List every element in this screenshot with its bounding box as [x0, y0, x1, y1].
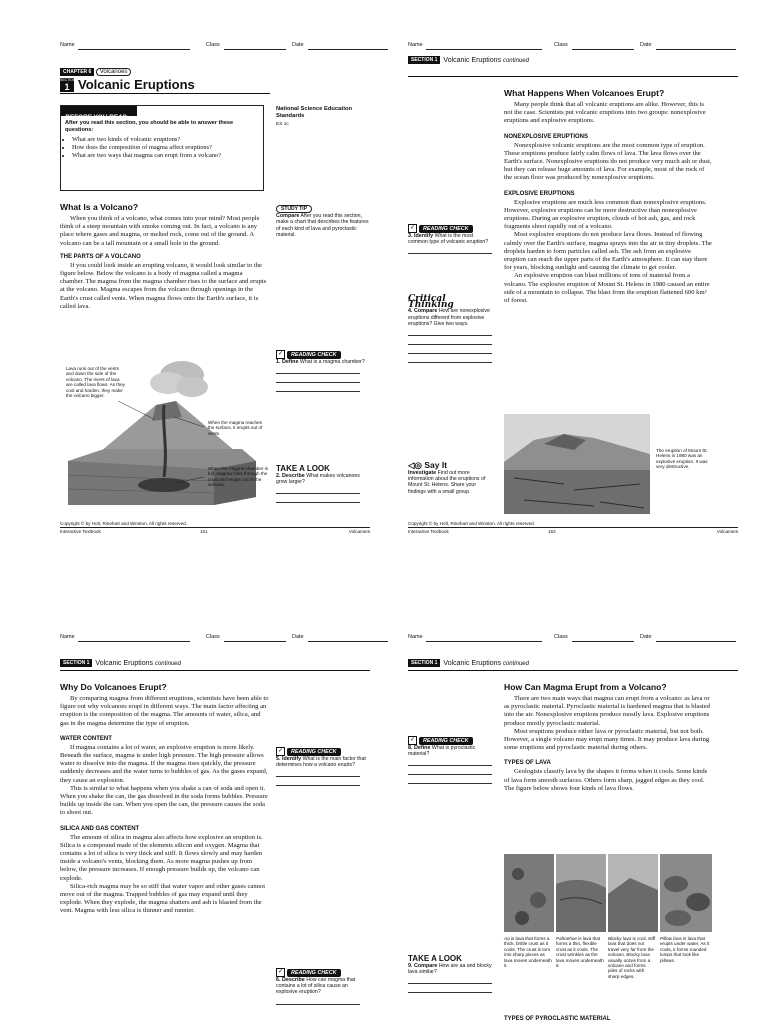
checkmark-icon: ✓ — [409, 225, 416, 231]
paragraph: Nonexplosive volcanic eruptions are the most common type of eruption. These eruptions produce fairly calm flows of lava. The lava flows over the Earth's surface. Nonexplosive eruptions do not produce very much ash or dust, but they can release huge amounts of lava. For example, most of the rock of the ocean floor was produced by nonexplosive eruptions. — [504, 141, 712, 182]
lava-description: is cool, stiff lava that does not travel very far from the volcano. Blocky lava usually oozes from a volcano and forms piles of rocks with sharp edges. — [608, 936, 656, 979]
question-number: 1. Define — [276, 359, 299, 366]
question-number: 5. Identify — [276, 756, 302, 763]
name-line — [78, 641, 190, 642]
question-item: • What are two ways that magma can erupt from a volcano? — [72, 152, 258, 160]
paragraph: Silica-rich magma may be so stiff that water vapor and other gases cannot move out of the magma. Trapped bubbles of gas may expand until they explode. When they explode, the magma shatters and ash is blasted from the vent. Magma with less silica is thinner and runnier. — [60, 882, 266, 915]
take-a-look-9 — [408, 954, 494, 993]
paragraph: There are two main ways that magma can erupt from a volcano: as lava or as pyroclastic material. Pyroclastic material is hardened magma that is blasted into the air. Nonexplosive eruptions produce mostly lava. Explosive eruptions produce mostly pyroclastic material. — [504, 695, 710, 727]
section-tag: SECTION — [60, 78, 76, 82]
page-header — [398, 40, 748, 54]
subheading: TYPES OF LAVA — [504, 760, 551, 767]
lava-name: Blocky lava — [608, 936, 632, 941]
checkmark-icon: ✓ — [277, 969, 284, 975]
standards-code: ES 1c — [276, 122, 289, 127]
section-bar — [408, 659, 529, 669]
reading-check-label: READING CHECK — [287, 748, 341, 756]
subheading: EXPLOSIVE ERUPTIONS — [504, 190, 575, 197]
photo-caption: The eruption of Mount St. Helens in 1980 was an explosive eruption. It was very destructive. — [656, 448, 708, 470]
megaphone-icon: ◁◎ — [408, 460, 422, 470]
paragraph: If magma contains a lot of water, an explosive eruption is more likely. Beneath the surface, magma is under high pressure. The high pressure allows water to dissolve into the magma. If the magma rises quickly, the pressure suddenly decreases and the water turns to bubbles of gas. As the gases expand, they cause an explosion. — [60, 743, 268, 784]
class-line — [572, 49, 634, 50]
class-line — [224, 641, 286, 642]
date-label: Date — [640, 634, 652, 640]
page-number: 151 — [200, 529, 208, 534]
date-label: Date — [292, 634, 304, 640]
answer-line[interactable] — [408, 992, 492, 993]
question-text: How are aa and blocky lava similar? — [408, 963, 492, 976]
date-label: Date — [640, 42, 652, 48]
footer-bar — [60, 527, 370, 534]
answer-line[interactable] — [276, 391, 360, 392]
question-number: 9. Compare — [408, 963, 438, 969]
before-you-read-label: BEFORE YOU READ — [65, 114, 128, 121]
section-number: 1 — [64, 82, 70, 92]
take-a-look-label: TAKE A LOOK — [276, 464, 330, 473]
page-header — [40, 40, 390, 54]
reading-check-5 — [276, 747, 370, 786]
reading-check-label: READING CHECK — [287, 969, 341, 977]
section-heading: How Can Magma Erupt from a Volcano? — [504, 682, 667, 692]
question-text: What is the most common type of volcanic eruption? — [408, 233, 489, 246]
answer-line[interactable] — [276, 493, 360, 494]
section-rule — [408, 76, 738, 77]
reading-check-1 — [276, 350, 372, 392]
lava-description: is lava that forms a thin, flexible crust as it cools. The crust wrinkles as the lava moves underneath it. — [556, 936, 604, 969]
page-151 — [40, 40, 390, 540]
section-bar — [60, 659, 181, 669]
critical-thinking — [408, 296, 494, 363]
footer-bar — [408, 527, 738, 534]
paragraph: When you think of a volcano, what comes into your mind? Most people think of a steep mountain with smoke coming out. In fact, a volcano is any place where gases and magma, or melted rock, come out of the ground. A volcano can be a tall mountain or a small hole in the ground. — [60, 215, 260, 247]
question-text: How can magma that contains a lot of silica cause an explosive eruption? — [276, 977, 356, 996]
question-text: What is a magma chamber? — [299, 359, 365, 366]
subheading: TYPES OF PYROCLASTIC MATERIAL — [504, 1016, 611, 1022]
section-title: Volcanic Eruptions — [443, 659, 501, 667]
copyright: Copyright © by Holt, Rinehart and Winston. All rights reserved. — [60, 521, 187, 526]
question-number: 8. Define — [408, 745, 431, 752]
answer-line[interactable] — [408, 774, 492, 775]
paragraph: Explosive eruptions are much less common than nonexplosive eruptions. However, explosive eruptions can be more destructive than nonexplosive eruptions. During an explosive eruption, clouds of hot ash, gas, and rock fragments shoot rapidly out of a volcano. — [504, 198, 707, 231]
section-heading: What Happens When Volcanoes Erupt? — [504, 88, 665, 98]
lava-photos-illustration — [504, 854, 712, 932]
figure-caption: Lava runs out of the vents and down the side of the volcano. The rivers of lava are called lava flows. As they cool and harden, they make the volcano bigger. — [66, 366, 125, 399]
question-number: 3. Identify — [408, 233, 434, 240]
footer-left: Interactive Textbook — [408, 529, 449, 534]
paragraph: Geologists classify lava by the shapes it forms when it cools. Some kinds of lava form smooth surfaces. Others form sharp, jagged edges as they cool. The figure below shows four kinds of lava flows. — [504, 768, 708, 792]
subheading: SILICA AND GAS CONTENT — [60, 825, 140, 832]
lava-name: Aa — [504, 936, 510, 941]
continued-label: continued — [502, 660, 529, 667]
section-title: Volcanic Eruptions — [443, 56, 501, 64]
before-you-read-intro: After you read this section, you should be able to answer these questions: — [65, 120, 234, 133]
reading-check-label: READING CHECK — [419, 225, 473, 233]
answer-line[interactable] — [276, 776, 360, 777]
answer-line[interactable] — [276, 785, 360, 786]
before-you-read-header — [61, 106, 137, 121]
main-column — [504, 88, 712, 305]
lava-description: is lava that forms a thick, brittle crust as it cools. The crust is torn into sharp pieces as lava moves underneath it. — [504, 936, 552, 969]
name-label: Name — [60, 42, 75, 48]
lava-caption-blocky — [608, 936, 656, 979]
name-line — [426, 641, 542, 642]
footer-right: Volcanoes — [716, 529, 738, 534]
name-label: Name — [408, 634, 423, 640]
page-header — [398, 632, 748, 646]
before-you-read-questions — [61, 136, 258, 160]
question-number: 2. Describe — [276, 473, 305, 479]
reading-check-label: READING CHECK — [287, 351, 341, 359]
page-154 — [398, 632, 748, 1024]
section-number-box — [60, 78, 74, 92]
section-rule — [60, 670, 370, 671]
critical-thinking-label: Critical Thinking — [408, 294, 454, 311]
answer-line[interactable] — [276, 502, 360, 503]
study-tip-label: STUDY TIP — [276, 205, 312, 213]
paragraph: Many people think that all volcanic eruptions are alike. However, this is not the case. Scientists put volcanic eruptions into two groups: nonexplosive eruptions and explosive eruptions. — [504, 101, 706, 125]
before-you-read-box — [60, 105, 264, 191]
lava-caption-pahoehoe — [556, 936, 604, 968]
standards-title: National Science Education Standards — [276, 106, 353, 119]
class-line — [224, 49, 286, 50]
lava-types-photos — [504, 854, 712, 932]
take-a-look-1 — [276, 464, 372, 503]
reading-check-label: READING CHECK — [419, 737, 473, 745]
reading-check-3 — [408, 224, 494, 254]
subheading: NONEXPLOSIVE ERUPTIONS — [504, 133, 589, 140]
name-line — [78, 49, 190, 50]
page-title: Volcanic Eruptions — [78, 77, 195, 92]
question-item: • How does the composition of magma affect eruptions? — [72, 144, 258, 152]
study-tip-text: After you read this section, make a chart that describes the features of each kind of lava and pyroclastic material. — [276, 213, 369, 238]
question-item: • What are two kinds of volcanic eruptions? — [72, 136, 258, 144]
date-line — [656, 49, 736, 50]
continued-label: continued — [502, 57, 529, 64]
lava-name: Pahoehoe — [556, 936, 577, 941]
title-rule — [60, 93, 270, 94]
section-tag: SECTION 1 — [408, 56, 440, 64]
checkmark-icon: ✓ — [277, 351, 284, 357]
page-153 — [40, 632, 390, 1024]
lava-name: Pillow lava — [660, 936, 682, 941]
answer-line[interactable] — [408, 253, 492, 254]
question-number: 4. Compare — [408, 308, 438, 315]
answer-line[interactable] — [408, 335, 492, 336]
reading-check-6 — [276, 968, 370, 1005]
class-label: Class — [554, 634, 568, 640]
section-rule — [408, 670, 738, 671]
answer-line[interactable] — [408, 765, 492, 766]
paragraph: Most explosive eruptions do not produce lava flows. Instead of flowing calmly over the Earth's surface, magma sprays into the air in tiny droplets. The droplets harden to form particles called ash. The ash from an explosive eruption can reach the upper parts of the Earth's atmosphere. It can stay there for years, blocking sunlight and causing the climate to get cooler. — [504, 231, 712, 272]
answer-line[interactable] — [276, 373, 360, 374]
paragraph: This is similar to what happens when you shake a can of soda and open it. When you shake the can, the gas dissolved in the soda forms bubbles. Pressure builds up inside the can. When you open the can, the pressure causes the soda to shoot out. — [60, 784, 268, 817]
mount-st-helens-photo — [504, 414, 650, 514]
main-column — [60, 682, 270, 916]
study-tip-strong: Compare — [276, 213, 300, 220]
answer-line[interactable] — [408, 783, 492, 784]
answer-line[interactable] — [276, 1004, 360, 1005]
lava-description: is lava that erupts under water. As it cools, it forms rounded lumps that look like pillows. — [660, 936, 710, 963]
checkmark-icon: ✓ — [277, 748, 284, 754]
paragraph: An explosive eruption can blast millions of tons of material from a volcano. The explosive eruption of Mount St. Helens in 1980 caused an entire side of a mountain to collapse. The blast from the eruption flattened 600 km² of forest. — [504, 272, 710, 305]
volcano-landscape-image — [504, 414, 650, 514]
section-heading: Why Do Volcanoes Erupt? — [60, 682, 167, 692]
answer-line[interactable] — [408, 353, 492, 354]
copyright: Copyright © by Holt, Rinehart and Winston. All rights reserved. — [408, 521, 535, 526]
date-line — [308, 49, 388, 50]
class-label: Class — [206, 634, 220, 640]
section-title: Volcanic Eruptions — [95, 659, 153, 667]
name-label: Name — [60, 634, 75, 640]
answer-line[interactable] — [408, 362, 492, 363]
main-column — [60, 202, 268, 311]
figure-caption: When the magma reaches the surface, it erupts out of vents. — [208, 420, 263, 436]
section-tag: SECTION 1 — [60, 659, 92, 667]
chapter-tag: CHAPTER 6 — [60, 68, 94, 76]
lava-caption-pillow — [660, 936, 710, 963]
page-152 — [398, 40, 748, 540]
answer-line[interactable] — [408, 983, 492, 984]
footer-left: Interactive Textbook — [60, 529, 101, 534]
footer-right: Volcanoes — [348, 529, 370, 534]
continued-label: continued — [154, 660, 181, 667]
class-label: Class — [554, 42, 568, 48]
answer-line[interactable] — [408, 344, 492, 345]
date-line — [656, 641, 736, 642]
name-line — [426, 49, 542, 50]
subheading: THE PARTS OF A VOLCANO — [60, 253, 141, 260]
checkmark-icon: ✓ — [409, 737, 416, 743]
question-text: What is the main factor that determines how a volcano erupts? — [276, 756, 366, 769]
question-number: 6. Describe — [276, 977, 305, 984]
say-it-strong: Investigate — [408, 470, 437, 476]
study-tip — [276, 205, 372, 238]
answer-line[interactable] — [276, 382, 360, 383]
say-it-text: Find out more information about the eruptions of Mount St. Helens. Share your findings with a small group. — [408, 470, 486, 495]
figure-caption: When the magma chamber is full, magma rises through the crust and erupts out of the volcano. — [208, 466, 268, 488]
date-label: Date — [292, 42, 304, 48]
reading-check-8 — [408, 736, 494, 784]
class-label: Class — [206, 42, 220, 48]
main-column — [504, 682, 712, 793]
paragraph: Most eruptions produce either lava or pyroclastic material, but not both. However, a single volcano may erupt many times. It may produce lava during some eruptions and pyroclastic material during others. — [504, 727, 710, 752]
paragraph: By comparing magma from different eruptions, scientists have been able to figure out why volcanoes erupt in different ways. The main factor affecting an eruption is the composition of the magma. The amounts of water, silica, and gas in the magma determine the type of eruption. — [60, 695, 269, 727]
take-a-look-label: TAKE A LOOK — [408, 954, 462, 963]
lava-caption-aa — [504, 936, 552, 968]
section-bar — [408, 56, 529, 66]
name-label: Name — [408, 42, 423, 48]
page-header — [40, 632, 390, 646]
paragraph: The amount of silica in magma also affects how explosive an eruption is. Silica is a compound made of the elements silicon and oxygen. Magma that contains a lot of silica is very thick and stiff. It flows slowly and may harden inside a volcano's vents, blocking them. As more magma pushes up from below, the pressure increases. If enough pressure builds up, the volcano can explode. — [60, 833, 263, 882]
subheading: WATER CONTENT — [60, 735, 112, 742]
page-number: 152 — [548, 529, 556, 534]
date-line — [308, 641, 388, 642]
question-text: What is pyroclastic material? — [408, 745, 476, 758]
say-it-label: Say It — [424, 460, 448, 470]
paragraph: If you could look inside an erupting volcano, it would look similar to the figure below. Below the volcano is a body of magma called a magma chamber. The magma from the magma chamber rises to the surface and erupts at the volcano. Magma escapes from the volcano through openings in the Earth's crust called vents. When magma flows onto the Earth's surface, it is called lava. — [60, 261, 267, 310]
section-tag: SECTION 1 — [408, 659, 440, 667]
class-line — [572, 641, 634, 642]
say-it — [408, 460, 494, 495]
section-heading: What Is a Volcano? — [60, 202, 139, 212]
chapter-label — [60, 68, 131, 76]
question-text: What makes volcanoes grow larger? — [276, 473, 360, 486]
chapter-topic: Volcanoes — [96, 68, 132, 76]
question-text: How are nonexplosive eruptions different from explosive eruptions? Give two ways. — [408, 308, 490, 327]
